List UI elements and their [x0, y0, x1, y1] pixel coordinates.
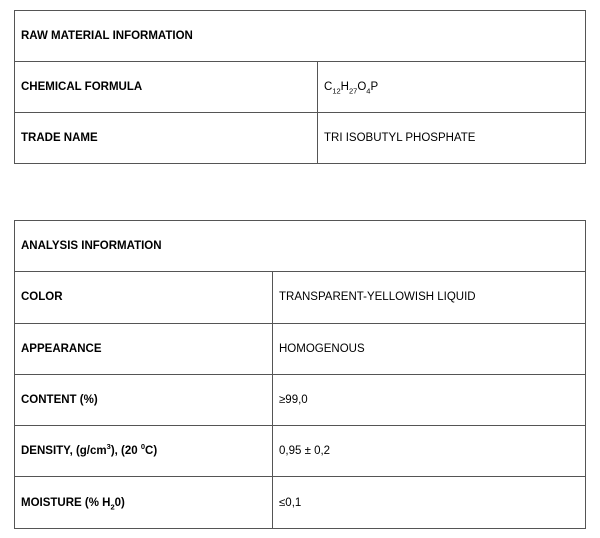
table-row: [15, 426, 586, 477]
chemical-formula-value: [318, 62, 586, 113]
label-part: ), (20: [110, 445, 141, 458]
trade-name-label: TRADE NAME: [15, 113, 318, 164]
content-value: ≥99,0: [273, 374, 586, 425]
table-row: [15, 272, 586, 323]
chemical-formula-label: CHEMICAL FORMULA: [15, 62, 318, 113]
analysis-header: ANALYSIS INFORMATION: [15, 221, 586, 272]
label-superscript: 3: [106, 442, 111, 452]
formula-part: C: [324, 81, 333, 93]
label-part: DENSITY, (g/cm: [21, 445, 107, 458]
formula-part: H: [340, 81, 349, 93]
raw-material-header: RAW MATERIAL INFORMATION: [15, 11, 586, 62]
density-label: [15, 426, 273, 477]
label-superscript: 0: [140, 442, 146, 452]
label-part: MOISTURE (% H: [21, 496, 111, 509]
formula-subscript: 27: [348, 86, 358, 96]
table-header-row: [15, 11, 586, 62]
label-part: C): [145, 445, 158, 458]
trade-name-value: TRI ISOBUTYL PHOSPHATE: [318, 113, 586, 164]
table-row: [15, 374, 586, 425]
table-row: [15, 113, 586, 164]
density-value: 0,95 ± 0,2: [273, 426, 586, 477]
label-subscript: 2: [110, 501, 115, 511]
color-label: COLOR: [15, 272, 273, 323]
content-label: CONTENT (%): [15, 374, 273, 425]
color-value: TRANSPARENT-YELLOWISH LIQUID: [273, 272, 586, 323]
label-part: 0): [114, 496, 125, 509]
table-row: [15, 62, 586, 113]
formula-part: O: [357, 81, 367, 93]
analysis-table: [14, 220, 586, 529]
moisture-label: [15, 477, 273, 528]
appearance-value: HOMOGENOUS: [273, 323, 586, 374]
table-row: [15, 477, 586, 528]
raw-material-table: [14, 10, 586, 164]
table-header-row: [15, 221, 586, 272]
formula-subscript: 12: [332, 86, 341, 96]
moisture-value: ≤0,1: [273, 477, 586, 528]
formula-part: P: [370, 81, 379, 93]
appearance-label: APPEARANCE: [15, 323, 273, 374]
formula-subscript: 4: [366, 86, 371, 96]
table-row: [15, 323, 586, 374]
